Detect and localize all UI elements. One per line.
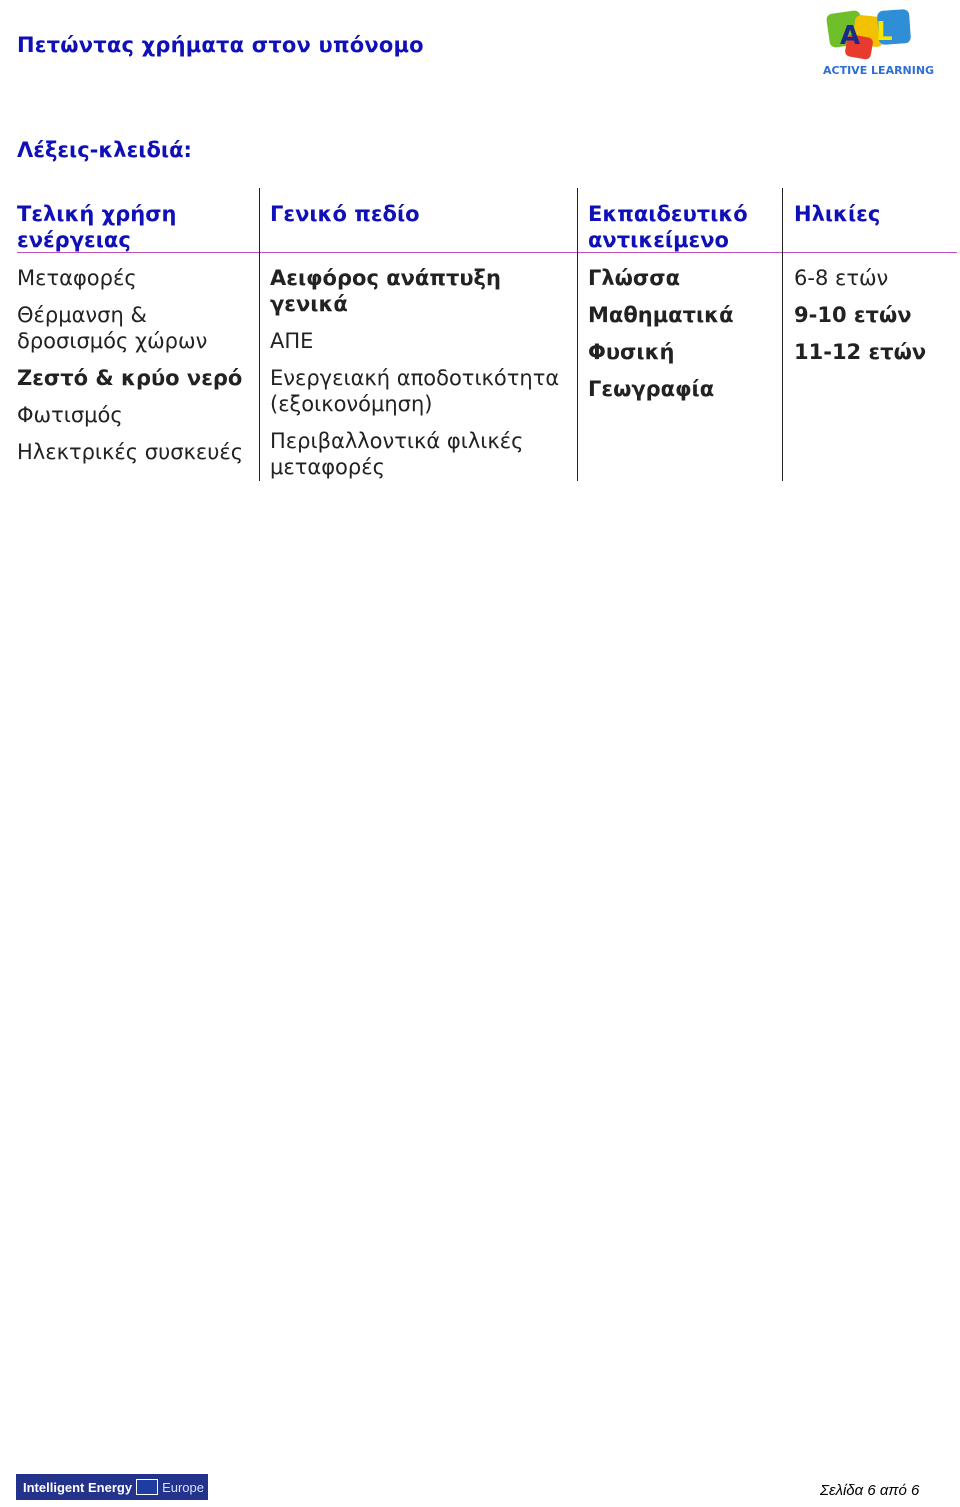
keyword-item: Φωτισμός: [17, 403, 123, 427]
keyword-item: Γλώσσα: [588, 266, 681, 290]
intelligent-energy-europe-logo: [16, 1474, 208, 1500]
column-header: Γενικό πεδίο: [270, 202, 420, 226]
keyword-item: 6-8 ετών: [794, 266, 889, 290]
svg-text:ACTIVE LEARNING: ACTIVE LEARNING: [823, 64, 935, 77]
keyword-item: Ηλεκτρικές συσκευές: [17, 440, 244, 464]
keyword-item: Ενεργειακή αποδοτικότητα (εξοικονόμηση): [270, 366, 560, 416]
column-header: Ηλικίες: [794, 202, 881, 226]
svg-text:L: L: [876, 17, 893, 47]
keyword-item: Θέρμανση & δροσισμός χώρων: [17, 303, 208, 353]
keyword-item: Αειφόρος ανάπτυξη γενικά: [270, 266, 501, 316]
column-divider: [577, 188, 578, 481]
column-divider: [259, 188, 260, 481]
column-divider: [782, 188, 783, 481]
keyword-item: Μαθηματικά: [588, 303, 734, 327]
active-learning-logo: [818, 6, 935, 82]
keyword-item: Μεταφορές: [17, 266, 137, 290]
keyword-item: 9-10 ετών: [794, 303, 912, 327]
footer-brand-right: Europe: [162, 1479, 204, 1495]
column-header: Εκπαιδευτικό αντικείμενο: [588, 202, 748, 252]
eu-flag-icon: [136, 1479, 158, 1495]
keyword-item: ΑΠΕ: [270, 329, 314, 353]
column-energy-end-use: [17, 188, 259, 481]
keyword-item: Φυσική: [588, 340, 675, 364]
footer-brand-left: Intelligent Energy: [23, 1479, 133, 1495]
keyword-item: Περιβαλλοντικά φιλικές μεταφορές: [270, 429, 524, 479]
keyword-item: Ζεστό & κρύο νερό: [17, 366, 243, 390]
column-ages: [794, 188, 954, 481]
keyword-item: 11-12 ετών: [794, 340, 927, 364]
keywords-table: [0, 188, 960, 481]
keyword-item: Γεωγραφία: [588, 377, 715, 401]
svg-text:A: A: [840, 21, 861, 51]
column-general-field: [270, 188, 577, 481]
keywords-heading: Λέξεις-κλειδιά:: [17, 138, 192, 162]
column-subject: [588, 188, 782, 481]
document-title: Πετώντας χρήματα στον υπόνομο: [17, 33, 424, 57]
page-number: Σελίδα 6 από 6: [820, 1482, 920, 1499]
column-header: Τελική χρήση ενέργειας: [17, 202, 177, 252]
